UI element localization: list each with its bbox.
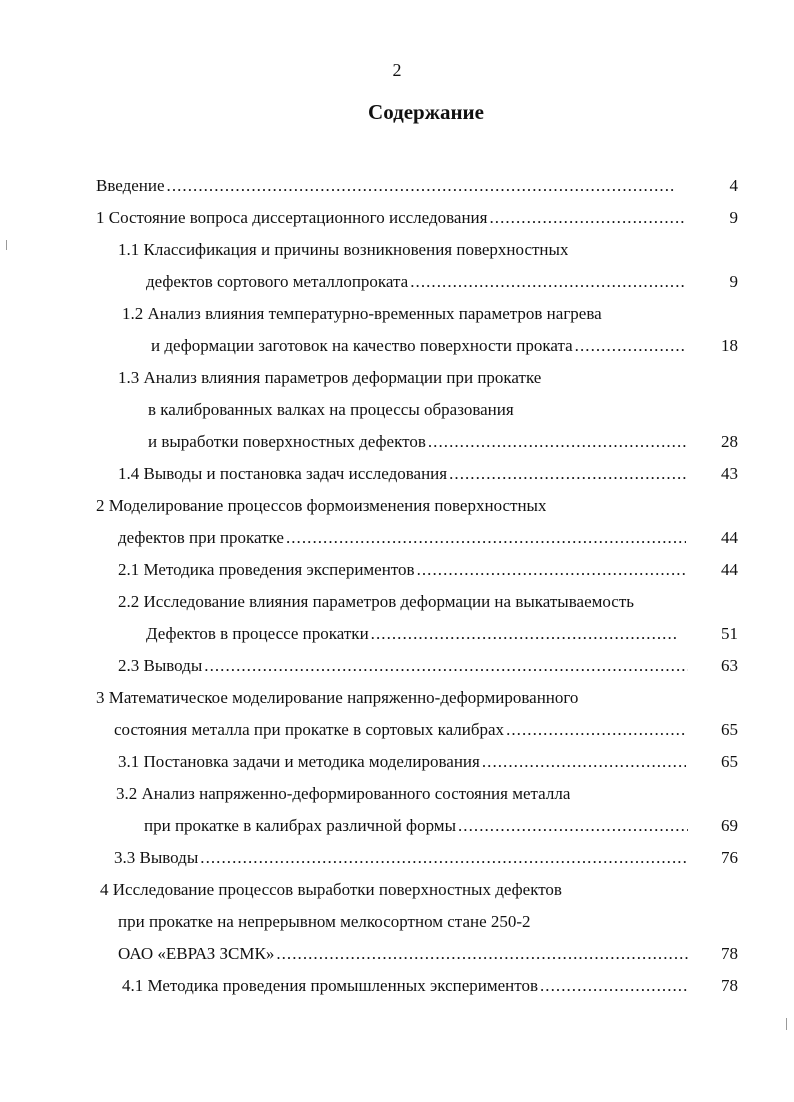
toc-page-number: 43 — [721, 464, 738, 483]
toc-entry-continuation[interactable]: Дефектов в процессе прокатки . . . — [146, 623, 676, 645]
toc-page-number: 51 — [721, 624, 738, 643]
toc-page-number: 78 — [721, 944, 738, 963]
toc-entry[interactable]: 1.3 Анализ влияния параметров деформации при прокатке — [118, 368, 542, 387]
toc-entry[interactable]: 1.1 Классификация и причины возникновения поверхностных — [118, 240, 569, 259]
toc-entry[interactable]: 3.2 Анализ напряженно-деформированного состояния металла — [116, 784, 571, 803]
toc-entry-continuation[interactable]: ОАО «ЕВРАЗ ЗСМК» . . . — [118, 943, 688, 965]
toc-entry[interactable]: 3 Математическое моделирование напряженно-деформированного — [96, 688, 579, 707]
toc-page-number: 4 — [729, 176, 738, 195]
toc-entry-continuation[interactable]: и выработки поверхностных дефектов . . . — [148, 431, 686, 453]
toc-entry-continuation[interactable]: при прокатке на непрерывном мелкосортном стане 250-2 — [118, 912, 531, 931]
toc-entry[interactable]: 3.1 Постановка задачи и методика моделирования . . . — [118, 751, 686, 773]
toc-entry-continuation[interactable]: дефектов сортового металлопроката . . . — [146, 271, 686, 293]
toc-entry-continuation[interactable]: состояния металла при прокатке в сортовых калибрах . . . — [114, 719, 686, 741]
toc-page-number: 65 — [721, 720, 738, 739]
toc-page-number: 63 — [721, 656, 738, 675]
toc-entry[interactable]: 2.3 Выводы . . . — [118, 655, 688, 677]
toc-page-number: 28 — [721, 432, 738, 451]
toc-entry[interactable]: 2 Моделирование процессов формоизменения поверхностных — [96, 496, 547, 515]
toc-page-number: 65 — [721, 752, 738, 771]
toc-entry[interactable]: 1 Состояние вопроса диссертационного исследования . . . — [96, 207, 686, 229]
scan-edge-mark — [786, 1018, 787, 1030]
toc-entry[interactable]: 2.1 Методика проведения экспериментов . . . — [118, 559, 686, 581]
toc-page-number: 44 — [721, 528, 738, 547]
toc-entry[interactable]: 2.2 Исследование влияния параметров деформации на выкатываемость — [118, 592, 635, 611]
toc-entry-continuation[interactable]: и деформации заготовок на качество поверхности проката . . . — [151, 335, 686, 357]
toc-entry[interactable]: 1.2 Анализ влияния температурно-временных параметров нагрева — [122, 304, 602, 323]
toc-entry[interactable]: 3.3 Выводы . . . — [114, 847, 688, 869]
scan-edge-mark — [6, 240, 7, 250]
toc-page-number: 76 — [721, 848, 738, 867]
toc-page-number: 78 — [721, 976, 738, 995]
page-number: 2 — [392, 60, 402, 80]
toc-page-number: 44 — [721, 560, 738, 579]
toc-page-number: 18 — [721, 336, 738, 355]
toc-entry-continuation[interactable]: при прокатке в калибрах различной формы . . . — [144, 815, 688, 837]
page-title: Содержание — [368, 100, 484, 124]
toc-entry[interactable]: 4.1 Методика проведения промышленных экспериментов . . . — [122, 975, 688, 997]
toc-page-number: 9 — [729, 208, 738, 227]
toc-entry-continuation[interactable]: дефектов при прокатке . . . — [118, 527, 686, 549]
toc-page-number: 69 — [721, 816, 738, 835]
toc-entry-continuation[interactable]: в калиброванных валках на процессы образования — [148, 400, 514, 419]
toc-page-number: 9 — [729, 272, 738, 291]
toc-entry[interactable]: 1.4 Выводы и постановка задач исследования . . . — [118, 463, 686, 485]
toc-entry[interactable]: Введение . . . — [96, 175, 676, 197]
toc-entry[interactable]: 4 Исследование процессов выработки поверхностных дефектов — [100, 880, 562, 899]
